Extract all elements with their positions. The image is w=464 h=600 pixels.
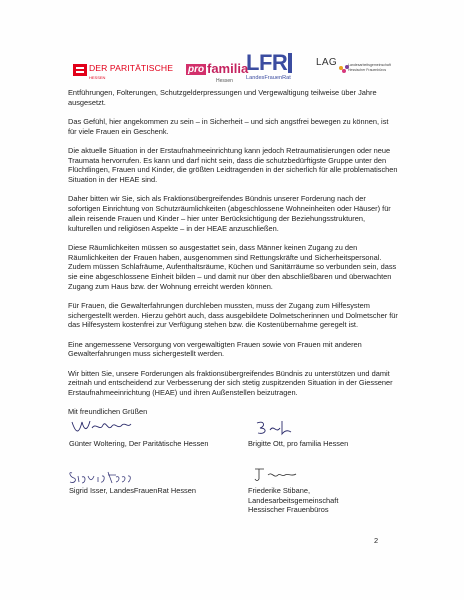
paritaet-logo-sub: HESSEN (89, 75, 106, 80)
signatory-ott (248, 439, 348, 449)
lag-dot-icon (342, 69, 346, 73)
body-paragraph: Wir bitten Sie, unsere Forderungen als fraktionsübergreifendes Bündnis zu unterstützen und damit zeitnah und entscheidend zur Verbesserung der sich stetig zuspitzenden Situation in der Giessener Erstaufnahmeeinrichtung (HEAE) und ihren Außenstellen beizutragen. (68, 368, 393, 398)
body-paragraph: Diese Räumlichkeiten müssen so ausgestattet sein, dass Männer keinen Zugang zu den Räumlichkeiten der Frauen haben, ausgenommen sind Rettungskräfte und Sicherheitspersonal. Zudem müssen Schlafräume, Aufenthaltsräume, Küchen und Sanitärräume so verbunden sein, dass sie eine abgeschlossene Einheit bilden – und damit nur über den abschließbaren und überwachten Zugang zum Haus bzw. der Wohnung erreicht werden können. (68, 242, 397, 291)
paritaet-logo-name: DER PARITÄTISCHE (89, 63, 174, 73)
profamilia-logo (186, 60, 249, 88)
signature-ott (254, 418, 294, 438)
signatory-org: Landesarbeitsgemeinschaft (248, 495, 339, 505)
signatory-woltering (69, 439, 209, 449)
signatory-name: Friederike Stibane, (248, 486, 311, 495)
profamilia-logo-pro: pro (188, 64, 205, 75)
signature-stibane (252, 465, 298, 483)
lfr-logo (246, 50, 310, 86)
lag-logo-sub: Hessischer Frauenbüros (348, 68, 387, 72)
paritaet-mark-icon (73, 64, 87, 76)
body-paragraph: Die aktuelle Situation in der Erstaufnahmeeinrichtung kann jedoch Retraumatisierungen oder neue Traumata hervorrufen. Es kann und darf nicht sein, dass die schutzbedürftigste Gruppe unter den Flüchtlingen, Frauen und Kinder, die größten Leidtragenden in der sicherlich für alle problematischen Situation in der HEAE sind. (68, 146, 398, 185)
signatory-isser (69, 486, 196, 496)
signatory-name: Günter Woltering, Der Paritätische Hessen (69, 439, 209, 448)
paritaetische-logo (73, 62, 183, 86)
signatory-stibane (248, 486, 338, 515)
page-number: 2 (374, 536, 379, 545)
closing-salutation: Mit freundlichen Grüßen (68, 407, 148, 417)
lfr-bar-icon (288, 53, 292, 73)
body-paragraph: Das Gefühl, hier angekommen zu sein – in Sicherheit – und sich angstfrei bewegen zu können, ist für viele Frauen ein Geschenk. (68, 117, 389, 136)
signatory-name: Brigitte Ott, pro familia Hessen (248, 439, 349, 448)
profamilia-logo-name: familia (207, 61, 249, 76)
lag-logo-letters: LAG (316, 57, 337, 68)
letter-body (68, 88, 398, 427)
lfr-logo-sub: LandesFrauenRat (246, 75, 291, 81)
signatory-name: Sigrid Isser, LandesFrauenRat Hessen (69, 486, 196, 495)
lag-logo (316, 57, 396, 83)
body-paragraph: Entführungen, Folterungen, Schutzgelderpressungen und Vergewaltigung teilweise über Jahre ausgesetzt. (68, 88, 377, 107)
lfr-logo-letters: LFR (246, 50, 288, 75)
profamilia-logo-sub: Hessen (216, 78, 233, 84)
signatory-org: Hessischer Frauenbüros (248, 505, 329, 515)
signature-isser (68, 467, 138, 487)
lag-logo-sub: Landesarbeitsgemeinschaft (348, 63, 391, 67)
body-paragraph: Daher bitten wir Sie, sich als Fraktionsübergreifendes Bündnis unserer Forderung nach der sofortigen Einrichtung von Schutzräumlichkeiten (abgeschlossene Wohneinheiten oder Häuser) für allein reisende Frauen und Kinder – hier unter Berücksichtigung der Beziehungsstrukturen, kulturellen und religiösen Aspekte – in der HEAE anzuschließen. (68, 194, 391, 233)
body-paragraph: Für Frauen, die Gewalterfahrungen durchleben mussten, muss der Zugang zum Hilfesystem sichergestellt werden. Hierzu gehört auch, dass ausgebildete Dolmetscherinnen und Dolmetscher für das Hilfesystem kostenfrei zur Verfügung stehen bzw. die Kostenübernahme geregelt ist. (68, 300, 398, 330)
body-paragraph: Eine angemessene Versorgung von vergewaltigten Frauen sowie von Frauen mit anderen Gewalterfahrungen muss sichergestellt werden. (68, 339, 362, 359)
signature-woltering (70, 416, 134, 438)
